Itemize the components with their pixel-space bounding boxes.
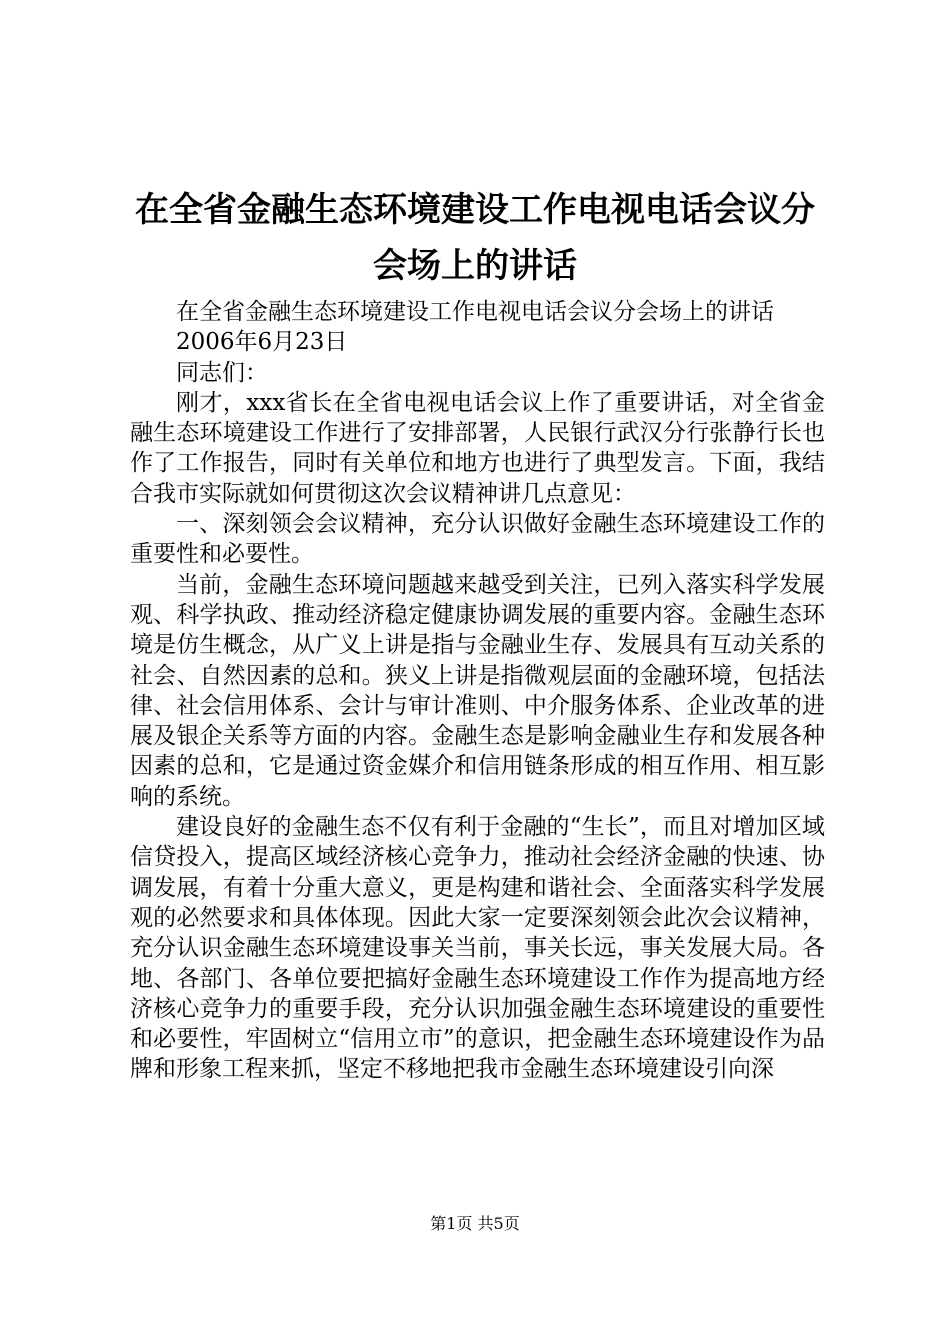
body-paragraph-salutation: 同志们： <box>176 359 268 386</box>
body-paragraph-title-repeat: 在全省金融生态环境建设工作电视电话会议分会场上的讲话 <box>176 299 774 325</box>
document-body <box>130 297 825 1085</box>
page-number-indicator: 第1页 共5页 <box>430 1214 520 1233</box>
document-title-line-2: 会场上的讲话 <box>373 246 577 286</box>
body-paragraph-date: 2006年6月23日 <box>176 329 348 356</box>
body-paragraph: 刚才，xxx省长在全省电视电话会议上作了重要讲话，对全省金融生态环境建设工作进行了安排部署，人民银行武汉分行张静行长也作了工作报告，同时有关单位和地方也进行了典型发言。下面，我结合我市实际就如何贯彻这次会议精神讲几点意见： <box>130 389 825 507</box>
body-paragraph-heading: 一、深刻领会会议精神，充分认识做好金融生态环境建设工作的重要性和必要性。 <box>130 511 825 568</box>
page-footer <box>0 1214 950 1234</box>
body-paragraph: 建设良好的金融生态不仅有利于金融的“生长”，而且对增加区域信贷投入，提高区域经济核心竞争力，推动社会经济金融的快速、协调发展，有着十分重大意义，更是构建和谐社会、全面落实科学发展观的必然要求和具体体现。因此大家一定要深刻领会此次会议精神，充分认识金融生态环境建设事关当前，事关长远，事关发展大局。各地、各部门、各单位要把搞好金融生态环境建设工作作为提高地方经济核心竞争力的重要手段，充分认识加强金融生态环境建设的重要性和必要性，牢固树立“信用立市”的意识，把金融生态环境建设作为品牌和形象工程来抓，坚定不移地把我市金融生态环境建设引向深 <box>130 814 825 1083</box>
document-title-line-1: 在全省金融生态环境建设工作电视电话会议分 <box>135 190 815 230</box>
body-paragraph: 当前，金融生态环境问题越来越受到关注，已列入落实科学发展观、科学执政、推动经济稳定健康协调发展的重要内容。金融生态环境是仿生概念，从广义上讲是指与金融业生存、发展具有互动关系的社会、自然因素的总和。狭义上讲是指微观层面的金融环境，包括法律、社会信用体系、会计与审计准则、中介服务体系、企业改革的进展及银企关系等方面的内容。金融生态是影响金融业生存和发展各种因素的总和，它是通过资金媒介和信用链条形成的相互作用、相互影响的系统。 <box>130 571 825 810</box>
